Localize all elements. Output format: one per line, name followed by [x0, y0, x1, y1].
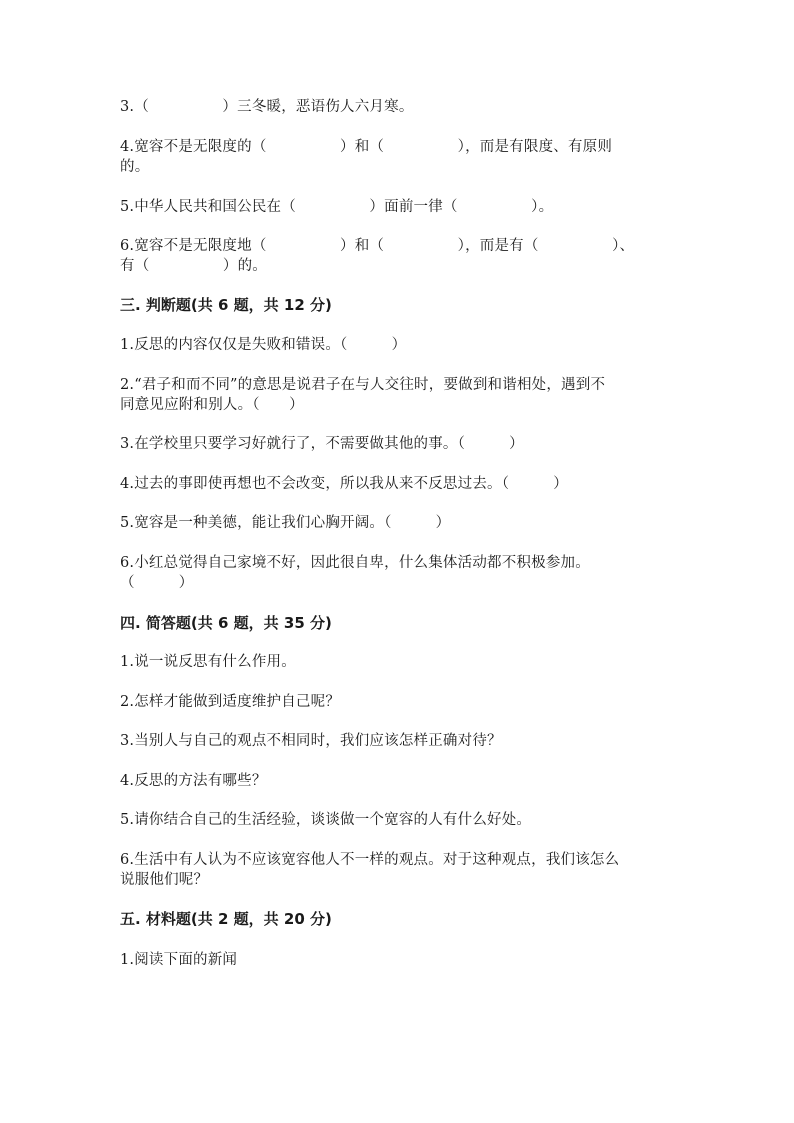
judgment-question-1: 1.反思的内容仅仅是失败和错误。（ ）: [120, 337, 407, 353]
short-answer-question-3: 3.当别人与自己的观点不相同时，我们应该怎样正确对待？: [120, 733, 502, 749]
short-answer-question-2: 2.怎样才能做到适度维护自己呢？: [120, 694, 341, 710]
fill-blank-question-6-line-2: 有（ ）的。: [120, 258, 267, 274]
judgment-question-4: 4.过去的事即使再想也不会改变，所以我从来不反思过去。（ ）: [120, 476, 568, 492]
fill-blank-question-6-line-1: 6.宽容不是无限度地（ ）和（ ），而是有（ ）、: [120, 238, 635, 254]
judgment-question-3: 3.在学校里只要学习好就行了，不需要做其他的事。（ ）: [120, 436, 524, 452]
short-answer-section-heading: 四. 简答题(共 6 题，共 35 分): [120, 614, 332, 632]
short-answer-question-1: 1.说一说反思有什么作用。: [120, 654, 296, 670]
short-answer-question-6-line-2: 说服他们呢？: [120, 872, 209, 888]
short-answer-question-4: 4.反思的方法有哪些？: [120, 773, 267, 789]
short-answer-question-6-line-1: 6.生活中有人认为不应该宽容他人不一样的观点。对于这种观点，我们该怎么: [120, 852, 620, 868]
material-question-1: 1.阅读下面的新闻: [120, 952, 238, 968]
judgment-question-6-line-2: （ ）: [120, 575, 194, 591]
judgment-question-2-line-1: 2.“君子和而不同”的意思是说君子在与人交往时，要做到和谐相处，遇到不: [120, 377, 606, 393]
judgment-section-heading: 三. 判断题(共 6 题，共 12 分): [120, 296, 332, 314]
judgment-question-6-line-1: 6.小红总觉得自己家境不好，因此很自卑，什么集体活动都不积极参加。: [120, 555, 590, 571]
judgment-question-2-line-2: 同意见应附和别人。（ ）: [120, 397, 304, 413]
fill-blank-question-4-line-2: 的。: [120, 159, 150, 175]
material-section-heading: 五. 材料题(共 2 题，共 20 分): [120, 910, 332, 928]
short-answer-question-5: 5.请你结合自己的生活经验，谈谈做一个宽容的人有什么好处。: [120, 812, 532, 828]
fill-blank-question-5: 5.中华人民共和国公民在（ ）面前一律（ ）。: [120, 199, 554, 215]
judgment-question-5: 5.宽容是一种美德，能让我们心胸开阔。（ ）: [120, 515, 451, 531]
fill-blank-question-4-line-1: 4.宽容不是无限度的（ ）和（ ），而是有限度、有原则: [120, 139, 613, 155]
fill-blank-question-3: 3.（ ）三冬暖，恶语伤人六月寒。: [120, 99, 414, 115]
